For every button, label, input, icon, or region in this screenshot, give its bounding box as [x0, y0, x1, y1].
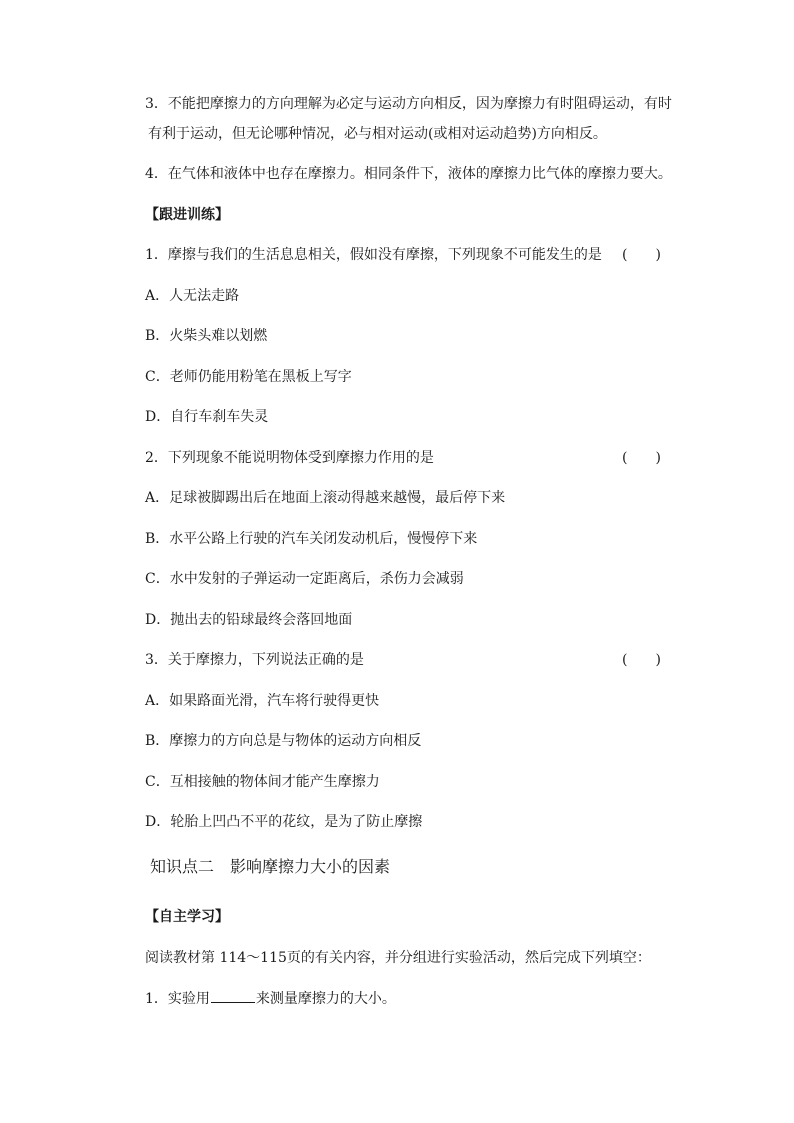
question-1-option-b: B．火柴头难以划燃: [145, 328, 268, 344]
question-3-answer-paren: ( ): [622, 652, 661, 668]
question-2-option-c: C．水中发射的子弹运动一定距离后，杀伤力会减弱: [145, 571, 464, 587]
question-1-stem: 1．摩擦与我们的生活息息相关，假如没有摩擦，下列现象不可能发生的是: [145, 247, 602, 263]
self-study-intro: 阅读教材第 114～115页的有关内容，并分组进行实验活动，然后完成下列填空：: [145, 950, 651, 966]
note-3-line-2: 有利于运动，但无论哪种情况，必与相对运动(或相对运动趋势)方向相反。: [148, 126, 607, 142]
fill-1-after: 来测量摩擦力的大小。: [255, 991, 396, 1007]
note-3-line-1: 3．不能把摩擦力的方向理解为必定与运动方向相反，因为摩擦力有时阻碍运动，有时: [145, 96, 672, 112]
question-3-option-c: C．互相接触的物体间才能产生摩擦力: [145, 774, 380, 790]
question-2-option-d: D．抛出去的铅球最终会落回地面: [145, 612, 353, 628]
question-2-stem: 2．下列现象不能说明物体受到摩擦力作用的是: [145, 450, 434, 466]
question-3-stem: 3．关于摩擦力，下列说法正确的是: [145, 652, 364, 668]
question-1-option-d: D．自行车刹车失灵: [145, 409, 269, 425]
knowledge-point-2-title: 知识点二 影响摩擦力大小的因素: [150, 857, 391, 876]
fill-1-before: 1．实验用: [145, 991, 210, 1007]
question-2-option-a: A．足球被脚踢出后在地面上滚动得越来越慢，最后停下来: [145, 490, 506, 506]
question-1-option-a: A．人无法走路: [145, 288, 240, 304]
fill-in-question-1: [145, 988, 396, 1009]
fill-1-blank[interactable]: [211, 988, 255, 1003]
note-4: 4．在气体和液体中也存在摩擦力。相同条件下，液体的摩擦力比气体的摩擦力要大。: [145, 166, 672, 182]
question-1-option-c: C．老师仍能用粉笔在黑板上写字: [145, 369, 352, 385]
question-3-option-b: B．摩擦力的方向总是与物体的运动方向相反: [145, 733, 422, 749]
question-2-option-b: B．水平公路上行驶的汽车关闭发动机后，慢慢停下来: [145, 531, 478, 547]
question-1-answer-paren: ( ): [622, 247, 661, 263]
question-3-option-d: D．轮胎上凹凸不平的花纹，是为了防止摩擦: [145, 814, 423, 830]
question-3-option-a: A．如果路面光滑，汽车将行驶得更快: [145, 693, 380, 709]
practice-header: 【跟进训练】: [145, 207, 229, 223]
question-2-answer-paren: ( ): [622, 450, 661, 466]
self-study-header: 【自主学习】: [145, 909, 229, 925]
